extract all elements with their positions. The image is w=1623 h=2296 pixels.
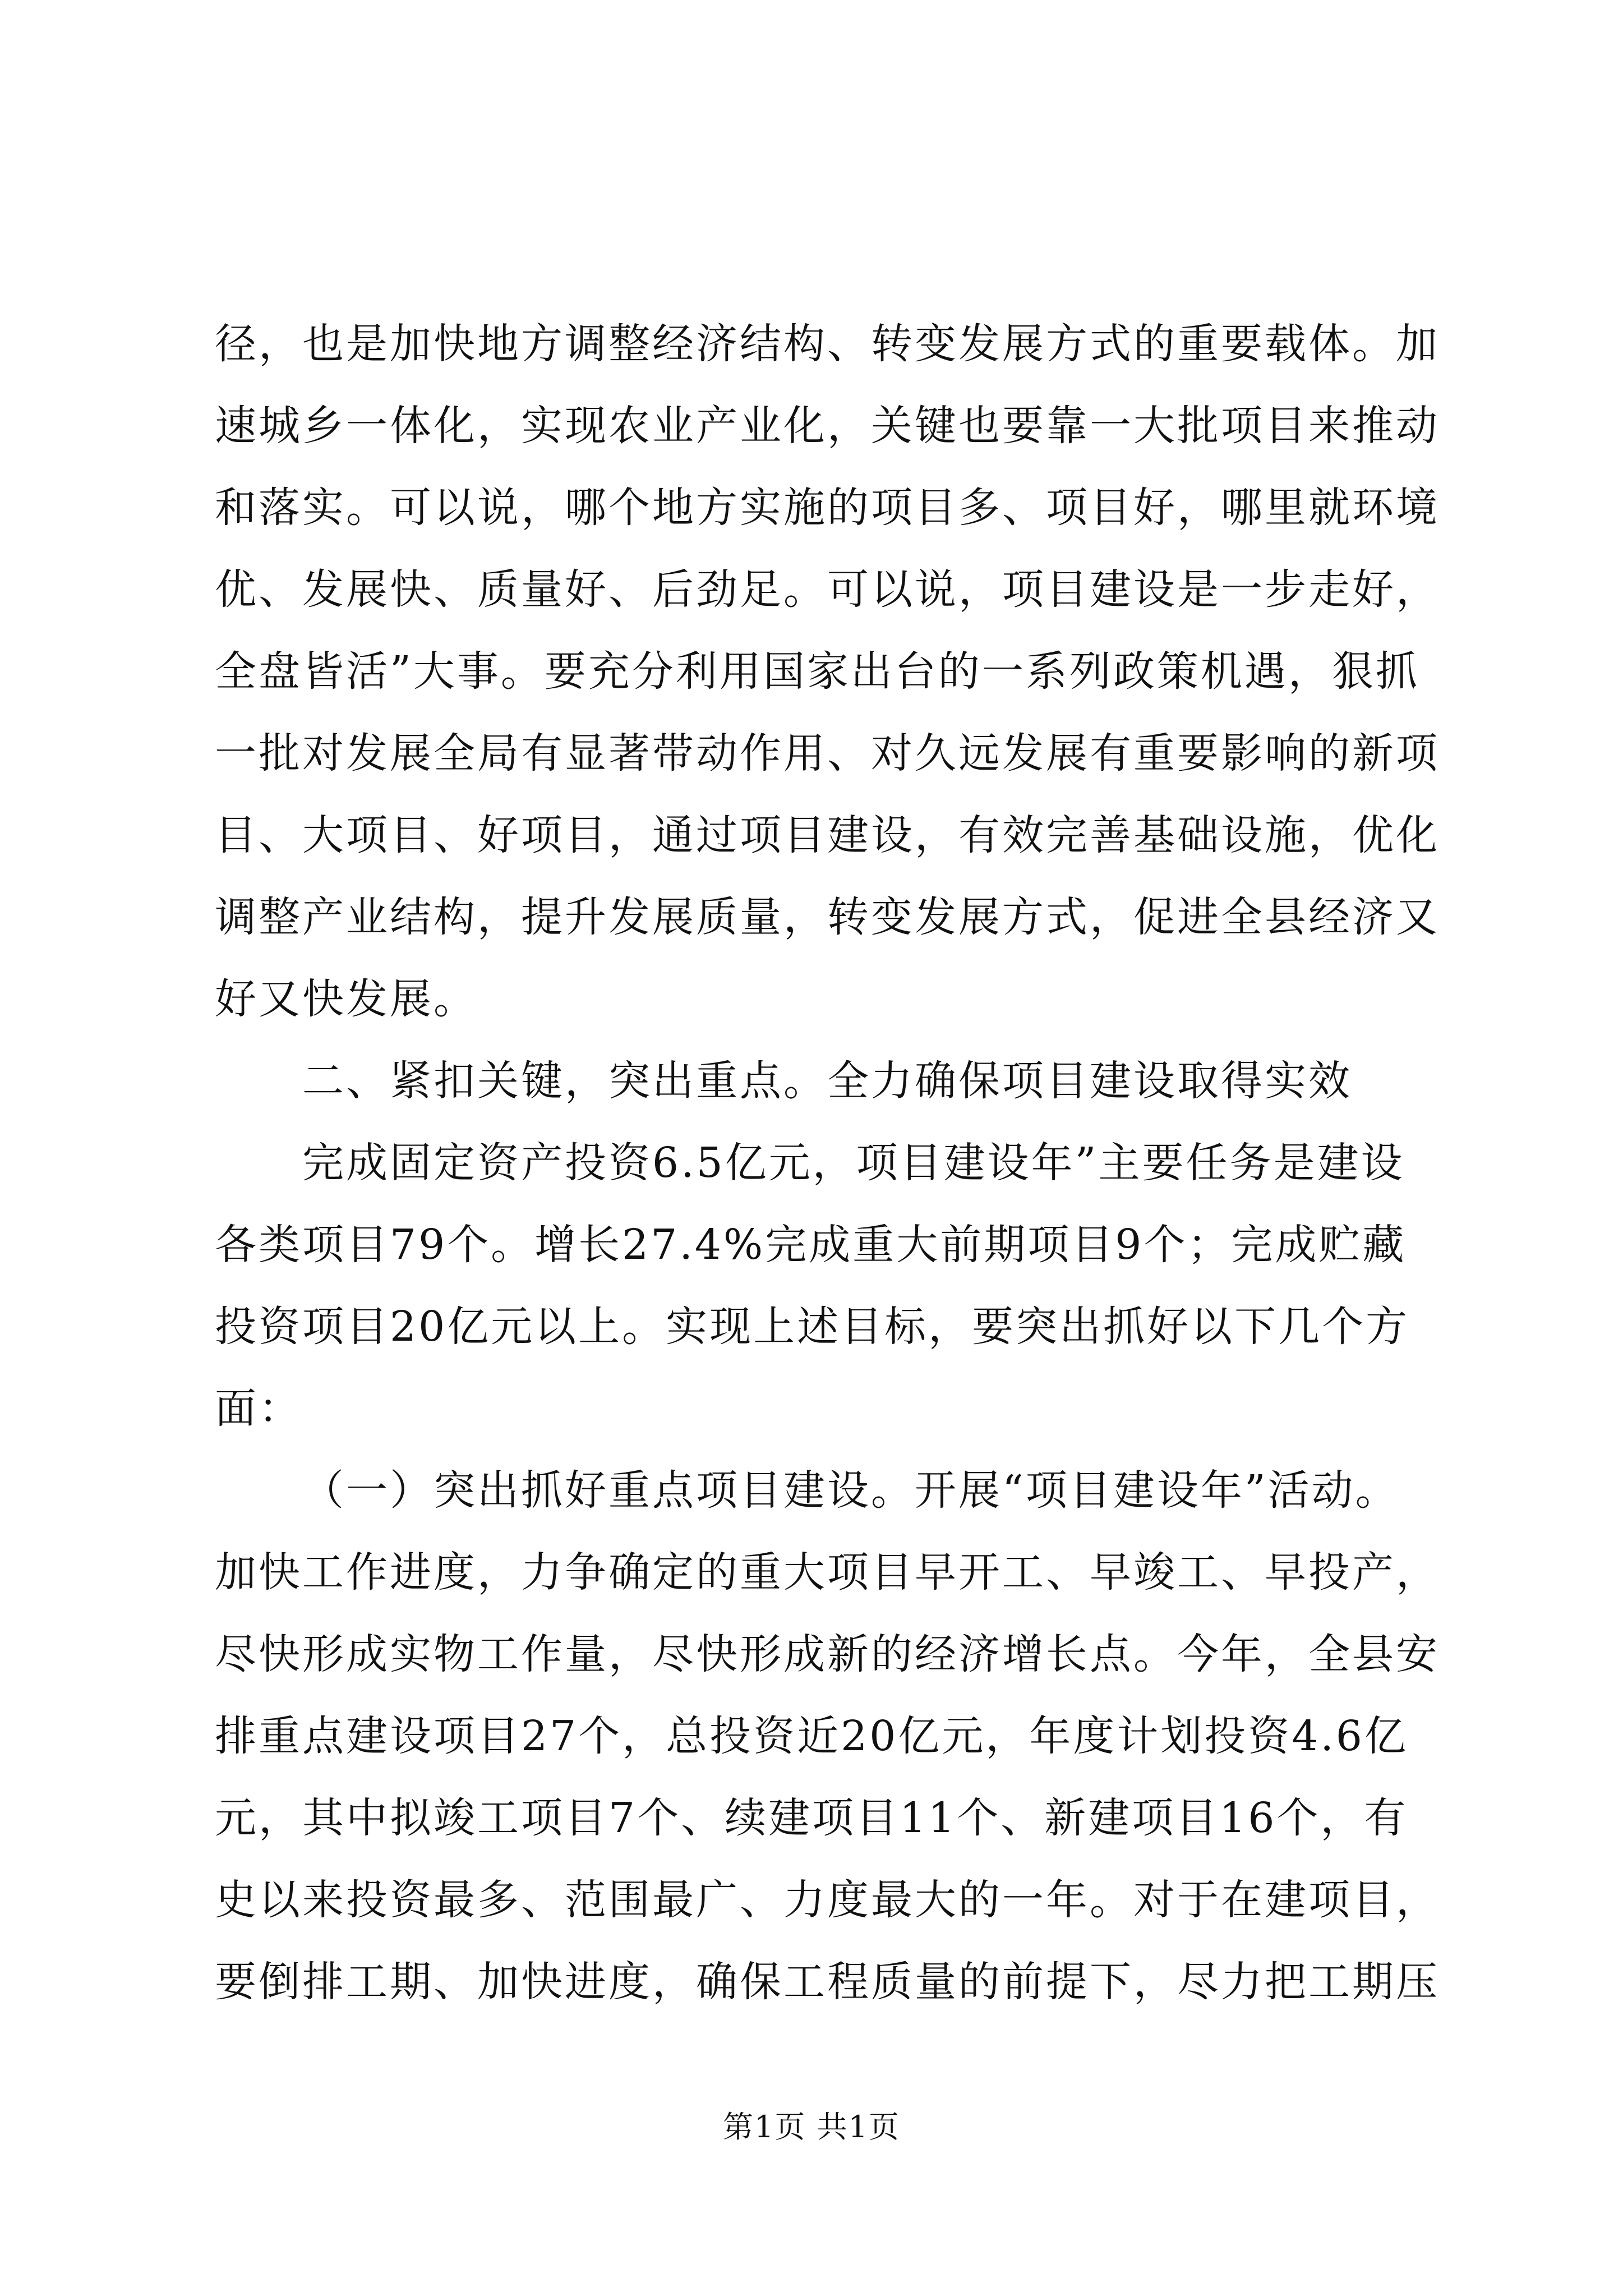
text-line: 史以来投资最多、范围最广、力度最大的一年。对于在建项目， — [215, 1876, 1440, 1924]
text-line: 完成固定资产投资6.5亿元，项目建设年”主要任务是建设 — [302, 1139, 1405, 1187]
text-line: 加快工作进度，力争确定的重大项目早开工、早竣工、早投产， — [215, 1548, 1440, 1596]
text-line: 调整产业结构，提升发展质量，转变发展方式，促进全县经济又 — [215, 893, 1440, 941]
text-line: 和落实。可以说，哪个地方实施的项目多、项目好，哪里就环境 — [215, 484, 1440, 532]
text-line: 要倒排工期、加快进度，确保工程质量的前提下，尽力把工期压 — [215, 1958, 1440, 2006]
text-line: 一批对发展全局有显著带动作用、对久远发展有重要影响的新项 — [215, 729, 1440, 777]
section-heading: 二、紧扣关键，突出重点。全力确保项目建设取得实效 — [302, 1057, 1352, 1105]
text-line: 尽快形成实物工作量，尽快形成新的经济增长点。今年，全县安 — [215, 1630, 1440, 1678]
subsection-heading: （一）突出抓好重点项目建设。开展“项目建设年”活动。 — [302, 1466, 1399, 1515]
text-line: 各类项目79个。增长27.4%完成重大前期项目9个；完成贮藏 — [215, 1221, 1407, 1269]
text-line: 元，其中拟竣工项目7个、续建项目11个、新建项目16个，有 — [215, 1794, 1408, 1842]
text-line: 目、大项目、好项目，通过项目建设，有效完善基础设施，优化 — [215, 811, 1440, 859]
text-line: 优、发展快、质量好、后劲足。可以说，项目建设是一步走好， — [215, 565, 1440, 614]
text-line: 投资项目20亿元以上。实现上述目标，要突出抓好以下几个方 — [215, 1303, 1410, 1351]
text-line: 好又快发展。 — [215, 975, 477, 1023]
text-line: 速城乡一体化，实现农业产业化，关键也要靠一大批项目来推动 — [215, 402, 1440, 450]
text-line: 全盘皆活”大事。要充分利用国家出台的一系列政策机遇，狠抓 — [215, 647, 1419, 696]
text-line: 排重点建设项目27个，总投资近20亿元，年度计划投资4.6亿 — [215, 1712, 1409, 1760]
text-line: 面： — [215, 1384, 302, 1433]
text-line: 径，也是加快地方调整经济结构、转变发展方式的重要载体。加 — [215, 320, 1440, 368]
document-body — [215, 303, 1440, 2023]
page-number-footer: 第1页 共1页 — [723, 2109, 900, 2145]
